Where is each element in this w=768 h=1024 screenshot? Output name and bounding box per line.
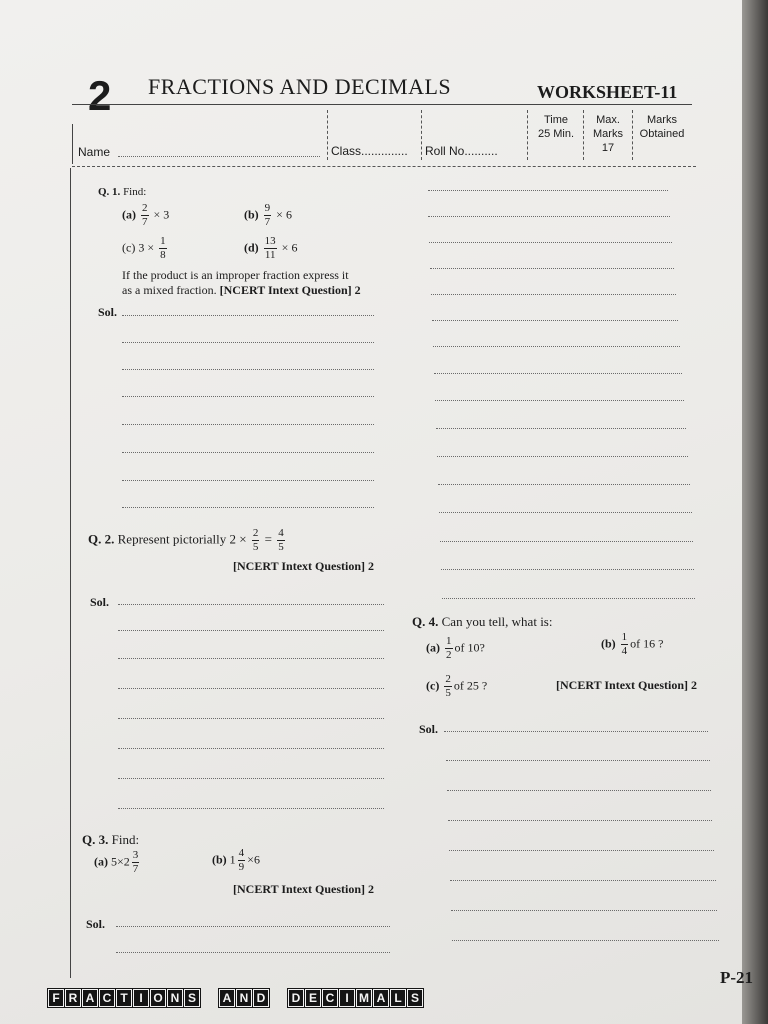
q1-d-label: (d) [244, 240, 259, 255]
answer-line [122, 396, 374, 397]
q2-equals: = [264, 531, 272, 547]
answer-line [430, 268, 674, 269]
q3-b-label: (b) [212, 852, 227, 867]
answer-line [118, 630, 384, 631]
footer-letter-tile: L [390, 989, 406, 1007]
left-margin-line [70, 168, 71, 978]
q3-heading [82, 832, 139, 848]
footer-letter-tile: I [133, 989, 149, 1007]
footer-word-fractions [48, 989, 201, 1007]
q4-a-fraction: $\frac{1}{2}$ [446, 635, 452, 661]
page-edge-shadow [742, 0, 768, 1024]
footer-letter-tile: N [236, 989, 252, 1007]
q4-title: Can you tell, what is: [441, 614, 553, 629]
time-value: 25 Min. [537, 128, 575, 140]
answer-line [118, 808, 384, 809]
q3-a-fraction: $\frac{3}{7}$ [132, 849, 139, 875]
q1-part-b [244, 203, 292, 228]
q4-heading [412, 614, 552, 630]
answer-line [122, 480, 374, 481]
max-value: 17 [601, 142, 615, 154]
footer-letter-tile: I [339, 989, 355, 1007]
answer-line [448, 820, 712, 821]
q2-heading [88, 528, 287, 553]
answer-line [434, 373, 682, 374]
q4-sol-label: Sol. [419, 722, 439, 736]
class-label: Class.............. [331, 144, 408, 158]
q1-c-fraction: $\frac{1}{8}$ [160, 235, 166, 261]
q2-fraction-2: $\frac{4}{5}$ [278, 527, 284, 553]
max-label-2: Marks [593, 128, 623, 140]
q4-label: Q. 4. [412, 614, 439, 629]
q1-b-fraction: $\frac{9}{7}$ [264, 202, 271, 228]
answer-line [122, 507, 374, 508]
answer-line [118, 658, 384, 659]
footer-letter-tile: A [82, 989, 98, 1007]
footer-letter-tile: R [65, 989, 81, 1007]
answer-line [439, 512, 692, 513]
header-divider-2 [421, 110, 422, 160]
q1-c-label: (c) 3 × [122, 240, 155, 255]
q3-reference: [NCERT Intext Question] 2 [233, 882, 375, 896]
footer-letter-tile: C [99, 989, 115, 1007]
header-left-edge [72, 124, 73, 164]
q1-note-line-1: If the product is an improper fraction express it [122, 268, 349, 282]
marks-obtained-box [633, 113, 691, 141]
q1-part-a [122, 203, 169, 228]
q4-reference: [NCERT Intext Question] 2 [556, 678, 698, 692]
footer-letter-tile: T [116, 989, 132, 1007]
q1-a-fraction: $\frac{2}{7}$ [142, 202, 148, 228]
answer-line [449, 850, 714, 851]
q4-c-fraction: $\frac{2}{5}$ [445, 673, 451, 699]
footer-title-band [48, 989, 424, 1007]
q4-a-label: (a) [426, 640, 440, 655]
marks-label-2: Obtained [639, 128, 685, 140]
answer-line [122, 315, 374, 316]
answer-line [122, 424, 374, 425]
footer-letter-tile: S [407, 989, 423, 1007]
name-line [118, 156, 320, 157]
marks-label-1: Marks [647, 114, 677, 126]
answer-line [118, 778, 384, 779]
q4-c-rest: of 25 ? [453, 678, 488, 693]
q1-a-rest: × 3 [153, 207, 170, 222]
answer-line [452, 940, 719, 941]
footer-letter-tile: O [150, 989, 166, 1007]
footer-spacer [270, 990, 278, 1006]
name-label: Name [78, 145, 111, 159]
answer-line [440, 541, 693, 542]
footer-letter-tile: A [219, 989, 235, 1007]
q1-b-label: (b) [244, 207, 259, 222]
q4-part-c [426, 674, 487, 699]
q1-note-line-2: as a mixed fraction. [122, 283, 217, 297]
q4-a-rest: of 10? [454, 640, 485, 655]
footer-letter-tile: S [184, 989, 200, 1007]
answer-line [428, 190, 668, 191]
q2-sol-label: Sol. [90, 595, 110, 609]
q1-heading [98, 186, 146, 198]
q2-text: Represent pictorially 2 × [117, 531, 247, 547]
header-divider-4 [583, 110, 584, 160]
answer-line [122, 342, 374, 343]
footer-letter-tile: C [322, 989, 338, 1007]
time-label: Time [543, 114, 569, 126]
answer-line [446, 760, 710, 761]
answer-line [118, 748, 384, 749]
answer-line [442, 598, 695, 599]
answer-line [431, 294, 676, 295]
answer-line [118, 604, 384, 605]
q1-part-c [122, 236, 169, 261]
footer-letter-tile: N [167, 989, 183, 1007]
q3-b-rest: ×6 [247, 852, 260, 867]
footer-letter-tile: A [373, 989, 389, 1007]
q3-b-whole: 1 [229, 852, 236, 867]
header-rule [72, 104, 692, 105]
q4-part-b [601, 632, 664, 657]
answer-line [116, 926, 390, 927]
header-divider-3 [527, 110, 528, 160]
q4-b-label: (b) [601, 636, 616, 651]
answer-line [441, 569, 694, 570]
q2-label: Q. 2. [88, 531, 115, 547]
q1-a-label: (a) [122, 207, 136, 222]
answer-line [435, 400, 684, 401]
q3-part-b [212, 848, 260, 873]
answer-line [116, 952, 390, 953]
q2-fraction-1: $\frac{2}{5}$ [252, 527, 259, 553]
footer-letter-tile: F [48, 989, 64, 1007]
answer-line [437, 456, 688, 457]
page-number: P-21 [720, 968, 754, 987]
answer-line [438, 484, 690, 485]
answer-line [429, 242, 672, 243]
footer-letter-tile: D [253, 989, 269, 1007]
max-label-1: Max. [596, 114, 620, 126]
q3-part-a [94, 850, 141, 875]
q1-title: Find: [123, 186, 147, 198]
q4-b-rest: of 16 ? [630, 636, 664, 651]
answer-line [432, 320, 678, 321]
footer-spacer [279, 990, 287, 1006]
footer-word-and [219, 989, 270, 1007]
chapter-number: 2 [88, 72, 112, 119]
footer-spacer [201, 990, 209, 1006]
answer-line [436, 428, 686, 429]
footer-letter-tile: M [356, 989, 372, 1007]
worksheet-title: WORKSHEET-11 [537, 82, 678, 102]
answer-line [447, 790, 711, 791]
header-divider-1 [327, 110, 328, 160]
q1-part-d [244, 236, 297, 261]
answer-line [118, 688, 384, 689]
answer-line [118, 718, 384, 719]
q3-a-label: (a) [94, 854, 108, 869]
q3-sol-label: Sol. [86, 917, 106, 931]
answer-line [428, 216, 670, 217]
footer-letter-tile: E [305, 989, 321, 1007]
q1-b-rest: × 6 [276, 207, 292, 222]
answer-line [122, 369, 374, 370]
q3-b-fraction: $\frac{4}{9}$ [238, 847, 245, 873]
header-bottom-rule [72, 166, 696, 167]
q1-d-fraction: $\frac{13}{11}$ [264, 235, 276, 261]
q1-note [122, 268, 361, 298]
answer-line [451, 910, 717, 911]
q4-b-fraction: $\frac{1}{4}$ [621, 631, 628, 657]
footer-word-decimals [288, 989, 424, 1007]
chapter-title: FRACTIONS AND DECIMALS [148, 74, 452, 99]
footer-letter-tile: D [288, 989, 304, 1007]
answer-line [450, 880, 716, 881]
max-marks-box [585, 113, 631, 155]
answer-line [444, 731, 708, 732]
answer-line [122, 452, 374, 453]
roll-label: Roll No.......... [425, 144, 498, 158]
q3-a-expr: 5×2 [111, 854, 130, 869]
answer-line [433, 346, 680, 347]
q3-label: Q. 3. [82, 832, 109, 847]
q1-sol-label: Sol. [98, 305, 118, 319]
q2-reference: [NCERT Intext Question] 2 [233, 559, 375, 573]
q4-part-a [426, 636, 485, 661]
q1-label: Q. 1. [98, 186, 121, 198]
q4-c-label: (c) [426, 678, 440, 693]
time-box [530, 113, 582, 141]
q3-title: Find: [111, 832, 140, 847]
q1-reference: [NCERT Intext Question] 2 [219, 283, 361, 297]
q1-d-rest: × 6 [281, 240, 298, 255]
footer-spacer [210, 990, 218, 1006]
